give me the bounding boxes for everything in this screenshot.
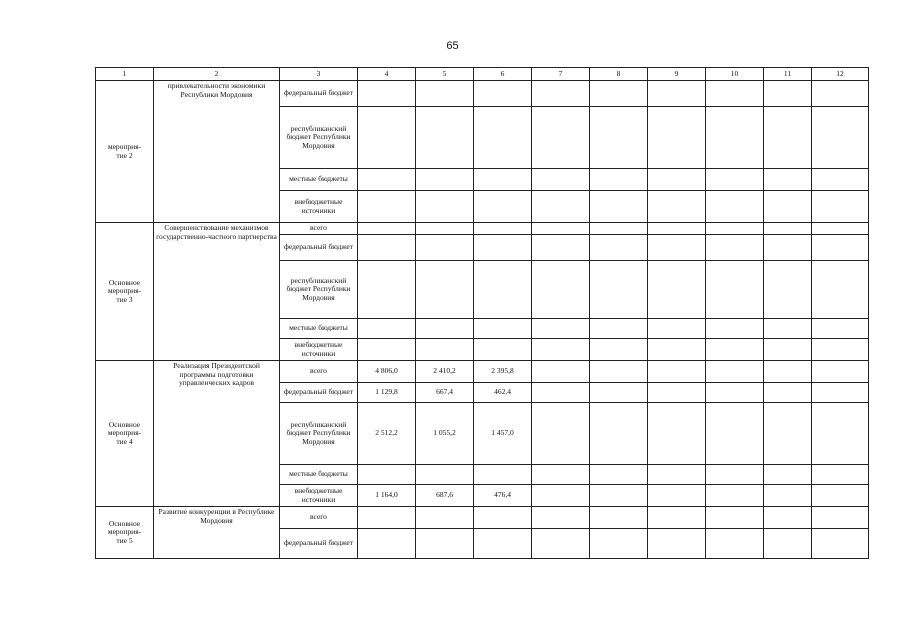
- header-cell-3: 3: [280, 68, 358, 81]
- header-cell-7: 7: [532, 68, 590, 81]
- value-cell-col10: [706, 169, 764, 191]
- value-cell-col5: [416, 235, 474, 261]
- value-cell-col8: [590, 465, 648, 485]
- value-cell-col7: [532, 261, 590, 319]
- funding-source: федеральный бюджет: [280, 383, 358, 403]
- value-cell-col12: [812, 223, 869, 235]
- value-cell-col11: [764, 191, 812, 223]
- funding-source: внебюджетные источники: [280, 485, 358, 507]
- value-cell-col5: [416, 107, 474, 169]
- value-cell-col12: [812, 107, 869, 169]
- value-cell-col7: [532, 383, 590, 403]
- header-cell-9: 9: [648, 68, 706, 81]
- value-cell-col4: 1 129,8: [358, 383, 416, 403]
- value-cell-col12: [812, 235, 869, 261]
- funding-source: внебюджетные источники: [280, 191, 358, 223]
- value-cell-col5: [416, 81, 474, 107]
- value-cell-col10: [706, 465, 764, 485]
- value-cell-col12: [812, 507, 869, 529]
- value-cell-col6: [474, 529, 532, 559]
- value-cell-col10: [706, 403, 764, 465]
- value-cell-col11: [764, 223, 812, 235]
- event-label: Основное мероприя- тие 3: [96, 223, 154, 361]
- value-cell-col9: [648, 529, 706, 559]
- value-cell-col10: [706, 223, 764, 235]
- header-cell-12: 12: [812, 68, 869, 81]
- event-label: Основное мероприя- тие 5: [96, 507, 154, 559]
- value-cell-col7: [532, 465, 590, 485]
- funding-source: местные бюджеты: [280, 465, 358, 485]
- value-cell-col4: [358, 81, 416, 107]
- value-cell-col7: [532, 507, 590, 529]
- funding-source: всего: [280, 361, 358, 383]
- value-cell-col7: [532, 107, 590, 169]
- value-cell-col11: [764, 529, 812, 559]
- value-cell-col6: [474, 107, 532, 169]
- value-cell-col5: 2 410,2: [416, 361, 474, 383]
- value-cell-col9: [648, 191, 706, 223]
- event-name: Развитие конкуренции в Республике Мордовия: [154, 507, 280, 559]
- header-cell-2: 2: [154, 68, 280, 81]
- value-cell-col12: [812, 261, 869, 319]
- value-cell-col8: [590, 361, 648, 383]
- value-cell-col11: [764, 235, 812, 261]
- header-cell-4: 4: [358, 68, 416, 81]
- value-cell-col9: [648, 81, 706, 107]
- value-cell-col11: [764, 403, 812, 465]
- value-cell-col7: [532, 81, 590, 107]
- value-cell-col12: [812, 485, 869, 507]
- value-cell-col10: [706, 339, 764, 361]
- value-cell-col9: [648, 361, 706, 383]
- value-cell-col4: [358, 529, 416, 559]
- value-cell-col5: [416, 223, 474, 235]
- value-cell-col6: 462,4: [474, 383, 532, 403]
- value-cell-col8: [590, 485, 648, 507]
- header-cell-6: 6: [474, 68, 532, 81]
- value-cell-col7: [532, 485, 590, 507]
- value-cell-col5: [416, 507, 474, 529]
- value-cell-col6: [474, 465, 532, 485]
- value-cell-col7: [532, 403, 590, 465]
- value-cell-col4: [358, 319, 416, 339]
- value-cell-col6: [474, 191, 532, 223]
- value-cell-col9: [648, 107, 706, 169]
- value-cell-col4: 4 806,0: [358, 361, 416, 383]
- value-cell-col4: [358, 107, 416, 169]
- value-cell-col7: [532, 529, 590, 559]
- value-cell-col12: [812, 465, 869, 485]
- value-cell-col7: [532, 339, 590, 361]
- value-cell-col7: [532, 361, 590, 383]
- value-cell-col8: [590, 107, 648, 169]
- header-cell-10: 10: [706, 68, 764, 81]
- value-cell-col12: [812, 361, 869, 383]
- value-cell-col12: [812, 383, 869, 403]
- value-cell-col12: [812, 169, 869, 191]
- table-row: [96, 223, 869, 235]
- funding-source: республиканский бюджет Республики Мордовия: [280, 261, 358, 319]
- value-cell-col9: [648, 383, 706, 403]
- value-cell-col8: [590, 223, 648, 235]
- value-cell-col11: [764, 319, 812, 339]
- value-cell-col11: [764, 465, 812, 485]
- value-cell-col4: 2 512,2: [358, 403, 416, 465]
- value-cell-col6: [474, 319, 532, 339]
- funding-source: всего: [280, 223, 358, 235]
- value-cell-col9: [648, 485, 706, 507]
- value-cell-col8: [590, 403, 648, 465]
- value-cell-col8: [590, 319, 648, 339]
- table-row: [96, 81, 869, 107]
- value-cell-col4: [358, 507, 416, 529]
- value-cell-col12: [812, 529, 869, 559]
- page-number: 65: [446, 40, 459, 52]
- value-cell-col10: [706, 235, 764, 261]
- value-cell-col8: [590, 261, 648, 319]
- value-cell-col7: [532, 319, 590, 339]
- value-cell-col10: [706, 383, 764, 403]
- value-cell-col5: [416, 319, 474, 339]
- funding-source: федеральный бюджет: [280, 81, 358, 107]
- value-cell-col4: [358, 339, 416, 361]
- table-row: [96, 361, 869, 383]
- value-cell-col8: [590, 507, 648, 529]
- value-cell-col4: [358, 261, 416, 319]
- value-cell-col12: [812, 403, 869, 465]
- value-cell-col7: [532, 223, 590, 235]
- funding-source: республиканский бюджет Республики Мордовия: [280, 403, 358, 465]
- value-cell-col12: [812, 339, 869, 361]
- value-cell-col9: [648, 339, 706, 361]
- value-cell-col7: [532, 191, 590, 223]
- funding-source: федеральный бюджет: [280, 235, 358, 261]
- value-cell-col9: [648, 169, 706, 191]
- value-cell-col4: [358, 191, 416, 223]
- value-cell-col10: [706, 507, 764, 529]
- header-cell-8: 8: [590, 68, 648, 81]
- value-cell-col11: [764, 81, 812, 107]
- value-cell-col6: [474, 81, 532, 107]
- value-cell-col5: [416, 465, 474, 485]
- header-cell-5: 5: [416, 68, 474, 81]
- value-cell-col4: [358, 235, 416, 261]
- funding-source: республиканский бюджет Республики Мордовия: [280, 107, 358, 169]
- value-cell-col10: [706, 81, 764, 107]
- value-cell-col6: [474, 169, 532, 191]
- funding-source: федеральный бюджет: [280, 529, 358, 559]
- value-cell-col5: [416, 169, 474, 191]
- value-cell-col7: [532, 169, 590, 191]
- value-cell-col5: [416, 339, 474, 361]
- funding-source: местные бюджеты: [280, 169, 358, 191]
- event-label: мероприя- тие 2: [96, 81, 154, 223]
- value-cell-col10: [706, 361, 764, 383]
- value-cell-col12: [812, 191, 869, 223]
- value-cell-col11: [764, 383, 812, 403]
- value-cell-col12: [812, 81, 869, 107]
- event-name: Реализация Президентской программы подготовки управленческих кадров: [154, 361, 280, 507]
- value-cell-col12: [812, 319, 869, 339]
- event-label: Основное мероприя- тие 4: [96, 361, 154, 507]
- value-cell-col8: [590, 169, 648, 191]
- value-cell-col10: [706, 529, 764, 559]
- budget-table: [95, 67, 869, 559]
- event-name: Совершенствование механизмов государственно-частного партнерства: [154, 223, 280, 361]
- value-cell-col9: [648, 507, 706, 529]
- value-cell-col6: 476,4: [474, 485, 532, 507]
- value-cell-col5: [416, 191, 474, 223]
- value-cell-col5: [416, 261, 474, 319]
- value-cell-col8: [590, 339, 648, 361]
- value-cell-col9: [648, 319, 706, 339]
- value-cell-col6: [474, 507, 532, 529]
- header-cell-1: 1: [96, 68, 154, 81]
- value-cell-col9: [648, 235, 706, 261]
- value-cell-col7: [532, 235, 590, 261]
- value-cell-col11: [764, 485, 812, 507]
- value-cell-col9: [648, 261, 706, 319]
- funding-source: всего: [280, 507, 358, 529]
- value-cell-col6: 2 395,8: [474, 361, 532, 383]
- value-cell-col6: [474, 235, 532, 261]
- value-cell-col6: [474, 223, 532, 235]
- value-cell-col10: [706, 107, 764, 169]
- value-cell-col10: [706, 261, 764, 319]
- value-cell-col11: [764, 107, 812, 169]
- value-cell-col9: [648, 465, 706, 485]
- funding-source: внебюджетные источники: [280, 339, 358, 361]
- header-cell-11: 11: [764, 68, 812, 81]
- header-row: [96, 68, 869, 81]
- value-cell-col6: [474, 339, 532, 361]
- value-cell-col10: [706, 485, 764, 507]
- value-cell-col4: [358, 169, 416, 191]
- value-cell-col11: [764, 361, 812, 383]
- value-cell-col5: [416, 529, 474, 559]
- value-cell-col5: 667,4: [416, 383, 474, 403]
- value-cell-col4: [358, 223, 416, 235]
- table-row: [96, 507, 869, 529]
- value-cell-col8: [590, 235, 648, 261]
- event-name: привлекательности экономики Республики Мордовия: [154, 81, 280, 223]
- value-cell-col8: [590, 81, 648, 107]
- value-cell-col10: [706, 319, 764, 339]
- value-cell-col8: [590, 383, 648, 403]
- value-cell-col5: 687,6: [416, 485, 474, 507]
- funding-source: местные бюджеты: [280, 319, 358, 339]
- value-cell-col9: [648, 403, 706, 465]
- value-cell-col5: 1 055,2: [416, 403, 474, 465]
- value-cell-col10: [706, 191, 764, 223]
- value-cell-col11: [764, 339, 812, 361]
- value-cell-col8: [590, 529, 648, 559]
- value-cell-col11: [764, 261, 812, 319]
- value-cell-col11: [764, 169, 812, 191]
- value-cell-col4: [358, 465, 416, 485]
- value-cell-col9: [648, 223, 706, 235]
- value-cell-col11: [764, 507, 812, 529]
- value-cell-col6: 1 457,0: [474, 403, 532, 465]
- value-cell-col8: [590, 191, 648, 223]
- value-cell-col4: 1 164,0: [358, 485, 416, 507]
- value-cell-col6: [474, 261, 532, 319]
